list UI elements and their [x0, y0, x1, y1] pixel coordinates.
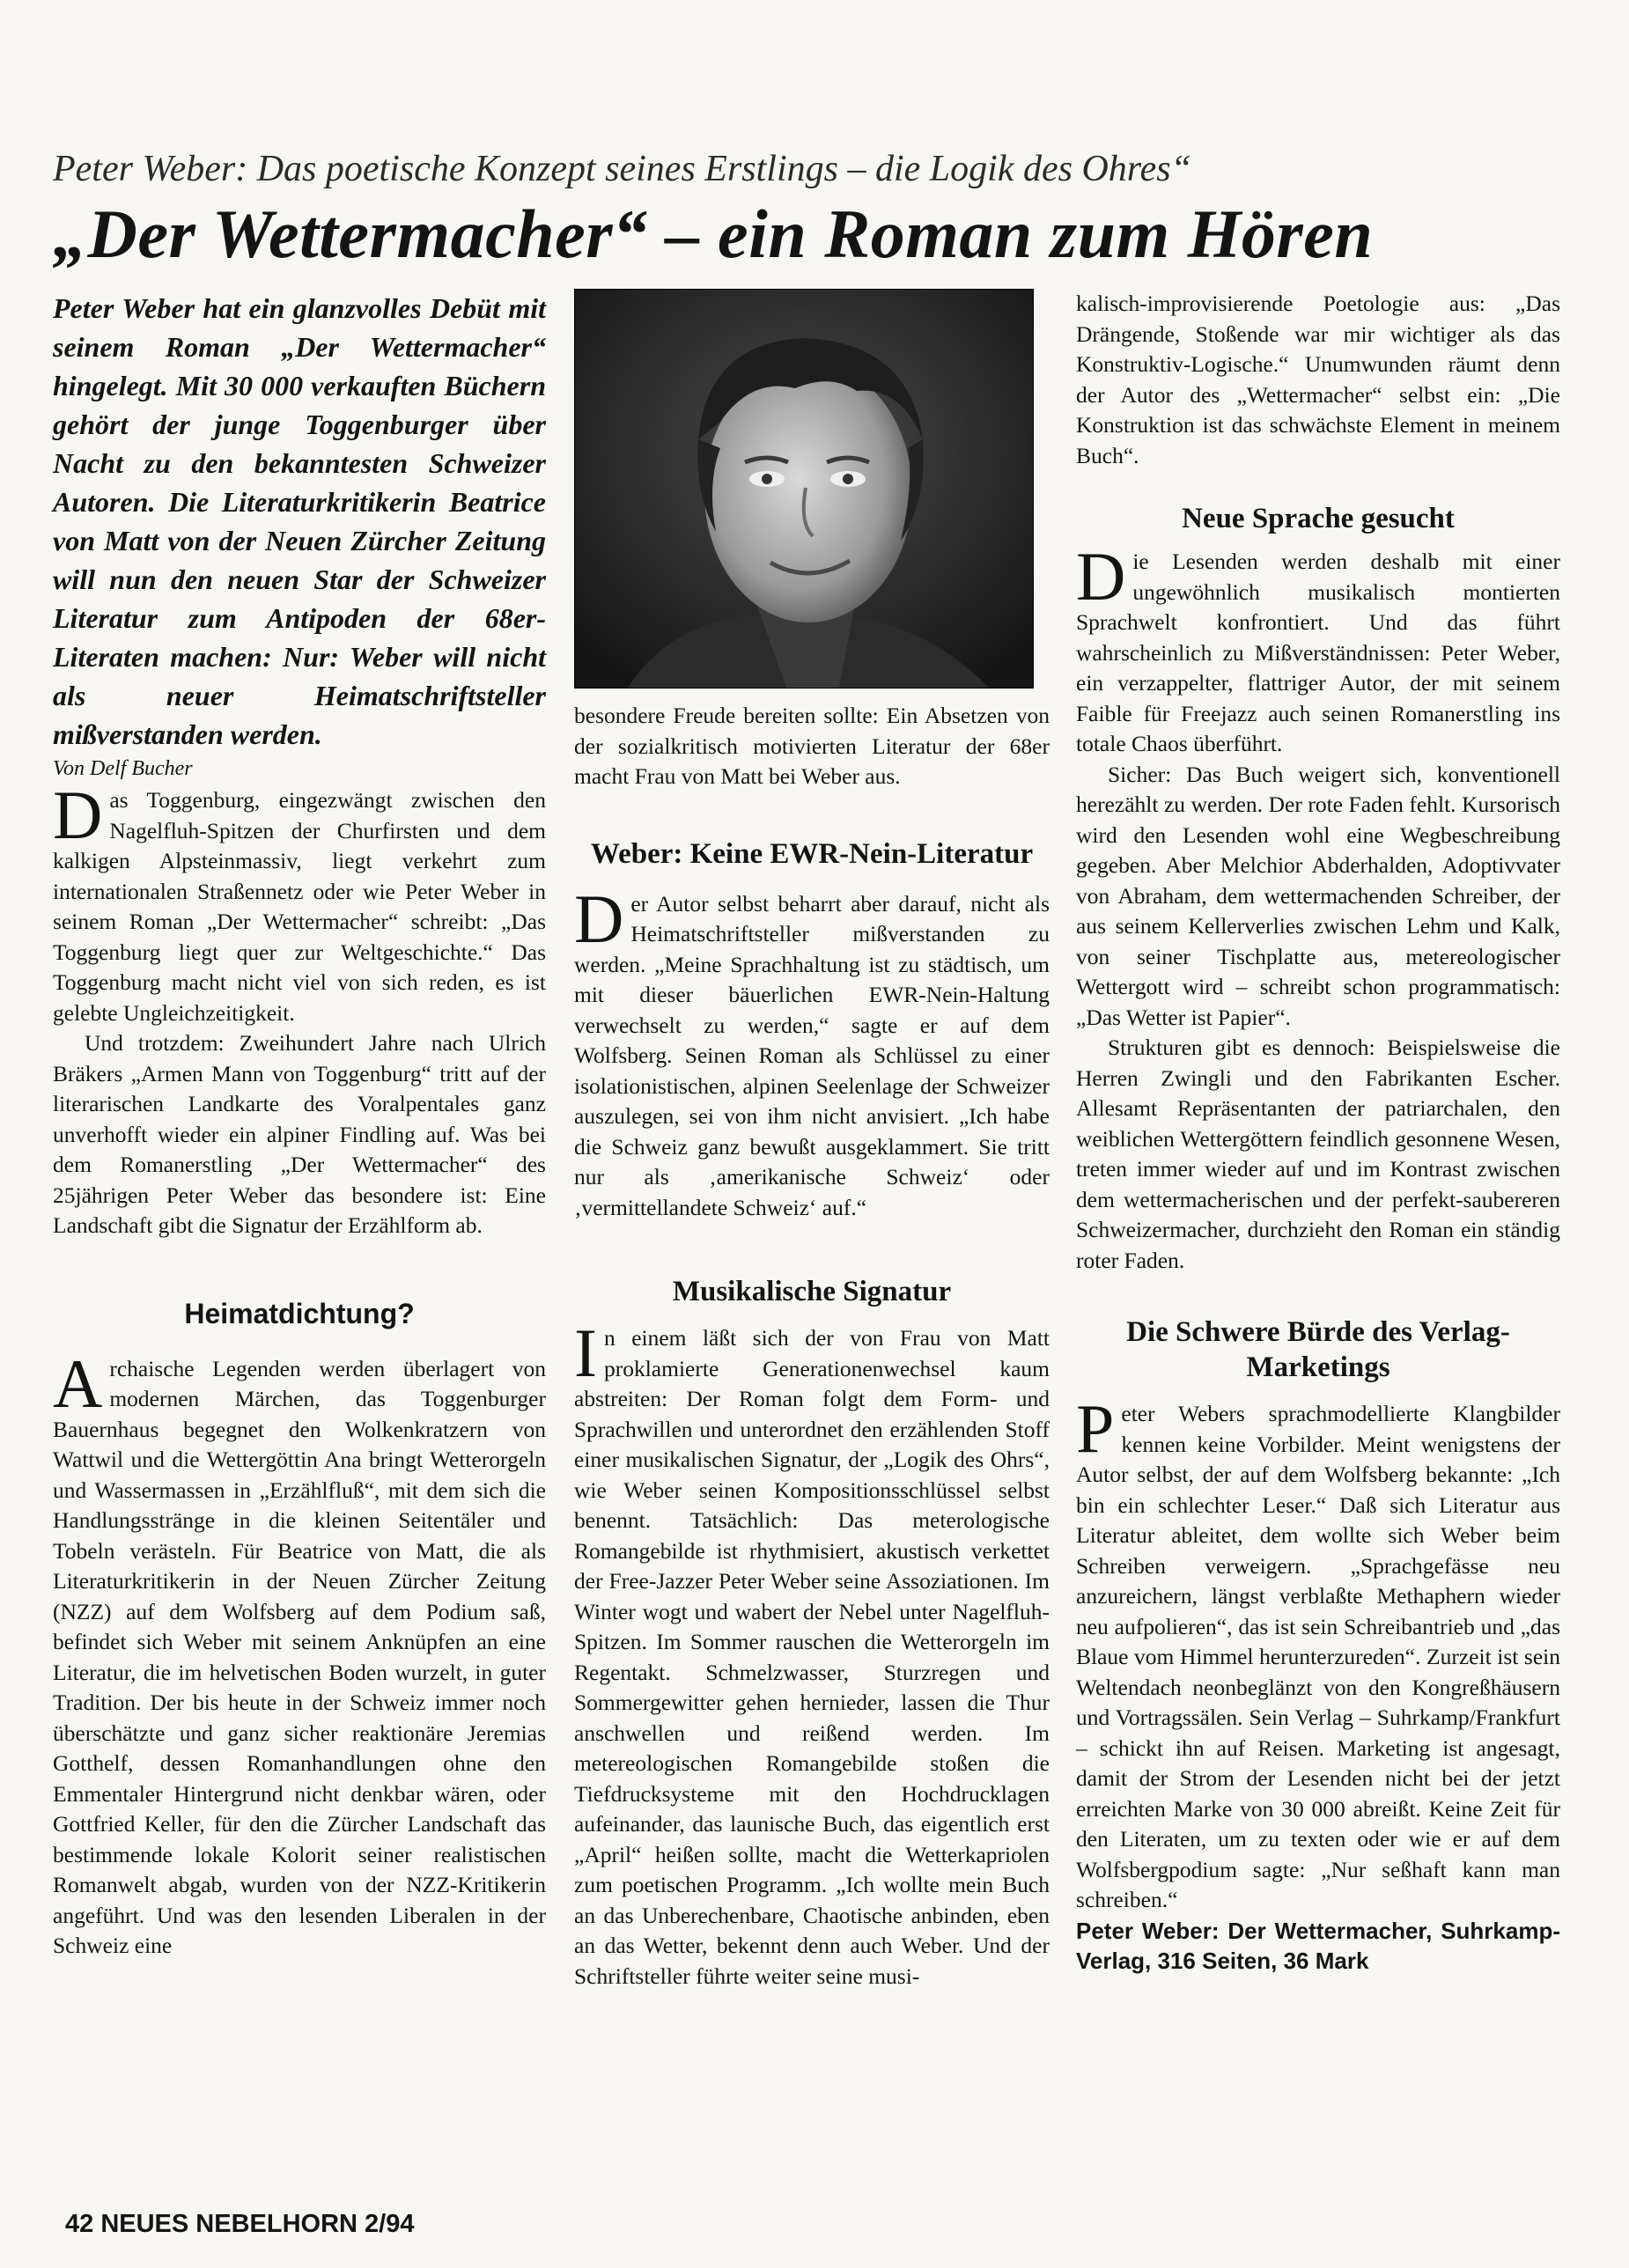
- body-paragraph: Peter Webers sprachmodellierte Klangbilder kennen keine Vorbilder. Meint wenigstens der Autor selbst, der auf dem Wolfsberg bekannte: „Ich bin ein schlechter Leser.“ Daß sich Literatur aus Literatur ableitet, dem wollte sich Weber beim Schreiben verweigern. „Sprachgefässe neu anzureichern, längst verblaßte Methaphern wieder neu aufpolieren“, das ist sein Schreibantrieb und „das Blaue vom Himmel herunterzureden“. Zurzeit ist sein Weltendach neonbeglänzt von den Kongreßhäusern und Vortragssälen. Sein Verlag – Suhrkamp/Frankfurt – schickt ihn auf Reisen. Marketing ist angesagt, damit der Strom der Lesenden nicht bei der jetzt erreichten Marke von 30 000 abreißt. Keine Zeit für den Literaten, um zu texten oder wie er auf dem Wolfsbergpodium sagte: „Nur seßhaft kann man schreiben.“: [1076, 1390, 1560, 1912]
- section-heading-heimatdichtung: Heimatdichtung?: [184, 1297, 415, 1329]
- column-2: [574, 289, 1050, 1992]
- photo-caption: besondere Freude bereiten sollte: Ein Absetzen von der sozialkritisch motivierten Literatur der 68er macht Frau von Matt bei Weber aus.: [574, 703, 1050, 789]
- column-1: [53, 289, 546, 1962]
- column-3: [1076, 289, 1560, 1976]
- drop-cap: D: [1076, 538, 1126, 615]
- body-paragraph: Sicher: Das Buch weigert sich, konventionell herezählt zu werden. Der rote Faden fehlt. Kursorisch wird den Lesenden wohl eine Wegbeschreibung gegeben. Aber Melchior Abderhalden, Adoptivvater von Abraham, dem wettermachenden Schreiber, der aus seinem Kellerverlies zwischen Lehm und Kalk, von seiner Tischplatte aus, metereologischer Wettergott wird – schreibt schon programmatisch: „Das Wetter ist Papier“.: [1076, 761, 1560, 1030]
- drop-cap: I: [574, 1314, 597, 1391]
- body-paragraph: Der Autor selbst beharrt aber darauf, nicht als Heimatschriftsteller mißverstanden zu werden. „Meine Sprachhaltung ist zu städtisch, um mit dieser bäuerlichen EWR-Nein-Haltung verwechselt zu werden,“ sagte er auf dem Wolfsberg. Seinen Roman als Schlüssel zu einer isolationistischen, alpinen Seelenlage der Schweizer auszulegen, sei von ihm nicht anvisiert. „Ich habe die Schweiz ganz bewußt ausgeklammert. Sie tritt nur als ‚amerikanische Schweiz‘ oder ‚vermittellandete Schweiz‘ auf.“: [574, 880, 1050, 1220]
- body-paragraph: kalisch-improvisierende Poetologie aus: „Das Drängende, Stoßende war mir wichtiger als das Konstruktiv-Logische.“ Unumwunden räumt denn der Autor des „Wettermacher“ selbst ein: „Die Konstruktion ist das schwächste Element in meinem Buch“.: [1076, 291, 1560, 468]
- lead-paragraph: Peter Weber hat ein glanzvolles Debüt mit seinem Roman „Der Wettermacher“ hingelegt. Mit 30 000 verkauften Büchern gehört der junge Toggenburger über Nacht zu den bekanntesten Schweizer Autoren. Die Literaturkritikerin Beatrice von Matt von der Neuen Zürcher Zeitung will nun den neuen Star der Schweizer Literatur zum Antipoden der 68er-Literaten machen: Nur: Weber will nicht als neuer Heimatschriftsteller mißverstanden werden.: [53, 292, 546, 750]
- body-paragraph: In einem läßt sich der von Frau von Matt proklamierte Generationenwechsel kaum abstreiten: Der Roman folgt dem Form- und Sprachwillen und unterordnet den erzählenden Stoff einer musikalischen Signatur, der „Logik des Ohrs“, wie Weber seinen Kompositionsschlüssel selbst benennt. Tatsächlich: Das meterologische Romangebilde ist rhythmisiert, akustisch verkettet der Free-Jazzer Peter Weber seine Assoziationen. Im Winter wogt und wabert der Nebel unter Nagelfluh-Spitzen. Im Sommer rauschen die Wetterorgeln im Regentakt. Schmelzwasser, Sturzregen und Sommergewitter gehen hernieder, lassen die Thur anschwellen und reißend werden. Im metereologischen Romangebilde stoßen die Tiefdrucksysteme mit den Hochdrucklagen aufeinander, das launische Buch, das eigentlich erst „April“ heißen sollte, macht die Wetterkapriolen zum poetischen Programm. „Ich wollte mein Buch an das Unberechenbare, Chaotische anbinden, eben an das Wetter, bekennt denn auch Weber. Und der Schriftsteller führte weiter seine musi-: [574, 1314, 1050, 1989]
- page-footer: 42 NEUES NEBELHORN 2/94: [65, 2210, 415, 2238]
- body-paragraph: Das Toggenburg, eingezwängt zwischen den Nagelfluh-Spitzen der Churfirsten und dem kalkigen Alpsteinmassiv, liegt verkehrt zum internationalen Straßennetz oder wie Peter Weber in seinem Roman „Der Wettermacher“ schreibt: „Das Toggenburg liegt quer zur Weltgeschichte.“ Das Toggenburg macht nicht viel von sich reden, es ist gelebte Ungleichzeitigkeit.: [53, 777, 546, 1026]
- author-portrait: [574, 289, 1034, 688]
- section-heading-verlag-marketing: Die Schwere Bürde des Verlag-Marketings: [1126, 1316, 1510, 1383]
- body-paragraph: Strukturen gibt es dennoch: Beispielsweise die Herren Zwingli und den Fabrikanten Escher. Allesamt Repräsentanten der patriarchalen, den weiblichen Wettergöttern feindlich gesonnene Wesen, treten immer wieder auf und im Kontrast zwischen dem wettermacherischen und der perfekt-saubereren Schweizermacher, durchzieht den Roman ein ständig roter Faden.: [1076, 1035, 1560, 1273]
- body-paragraph: Die Lesenden werden deshalb mit einer ungewöhnlich musikalisch montierten Sprachwelt konfrontiert. Und das führt wahrscheinlich zu Mißverständnissen: Peter Weber, ein verzappelter, flattriger Autor, der mit seinem Faible für Freejazz auch seinen Romanerstling ins totale Chaos überführt.: [1076, 538, 1560, 756]
- drop-cap: D: [574, 880, 624, 957]
- drop-cap: D: [53, 777, 103, 853]
- portrait-image: [575, 290, 1033, 688]
- section-heading-ewr: Weber: Keine EWR-Nein-Literatur: [590, 837, 1034, 870]
- headline: „Der Wettermacher“ – ein Roman zum Hören: [53, 195, 1374, 272]
- drop-cap: P: [1076, 1390, 1115, 1467]
- kicker: Peter Weber: Das poetische Konzept seines Erstlings – die Logik des Ohres“: [53, 149, 1191, 189]
- byline: Von Delf Bucher: [53, 757, 193, 780]
- book-info: Peter Weber: Der Wettermacher, Suhrkamp-Verlag, 316 Seiten, 36 Mark: [1076, 1917, 1560, 1974]
- section-heading-musikalische-signatur: Musikalische Signatur: [672, 1276, 952, 1307]
- body-paragraph: Und trotzdem: Zweihundert Jahre nach Ulrich Bräkers „Armen Mann von Toggenburg“ tritt auf der literarischen Landkarte des Voralpentales ganz unverhofft wieder ein alpiner Findling auf. Was bei dem Romanerstling „Der Wettermacher“ des 25jährigen Peter Weber das besondere ist: Eine Landschaft gibt die Signatur der Erzählform ab.: [53, 1030, 546, 1238]
- section-heading-neue-sprache: Neue Sprache gesucht: [1182, 503, 1455, 534]
- drop-cap: A: [53, 1344, 103, 1422]
- body-paragraph: Archaische Legenden werden überlagert von modernen Märchen, das Toggenburger Bauernhaus begegnet den Wolkenkratzern von Wattwil und die Wettergöttin Ana bringt Wetterorgeln und Wassermassen in „Erzählfluß“, mit dem sich die Handlungsstränge in die kleinen Seitentäler und Tobeln verästeln. Für Beatrice von Matt, die als Literaturkritikerin in der Neuen Zürcher Zeitung (NZZ) auf dem Wolfsberg auf dem Podium saß, befindet sich Weber mit seinem Anknüpfen an eine Literatur, die im helvetischen Boden wurzelt, in guter Tradition. Der bis heute in der Schweiz immer noch überschätzte und ganz sicher reaktionäre Jeremias Gotthelf, dessen Romanhandlungen ohne den Emmentaler Hintergrund nicht denkbar wären, oder Gottfried Keller, für den die Zürcher Landschaft das bestimmende lokale Kolorit seiner realistischen Romanwelt abgab, wurden von der NZZ-Kritikerin angeführt. Und was den lesenden Liberalen in der Schweiz eine: [53, 1344, 546, 1958]
